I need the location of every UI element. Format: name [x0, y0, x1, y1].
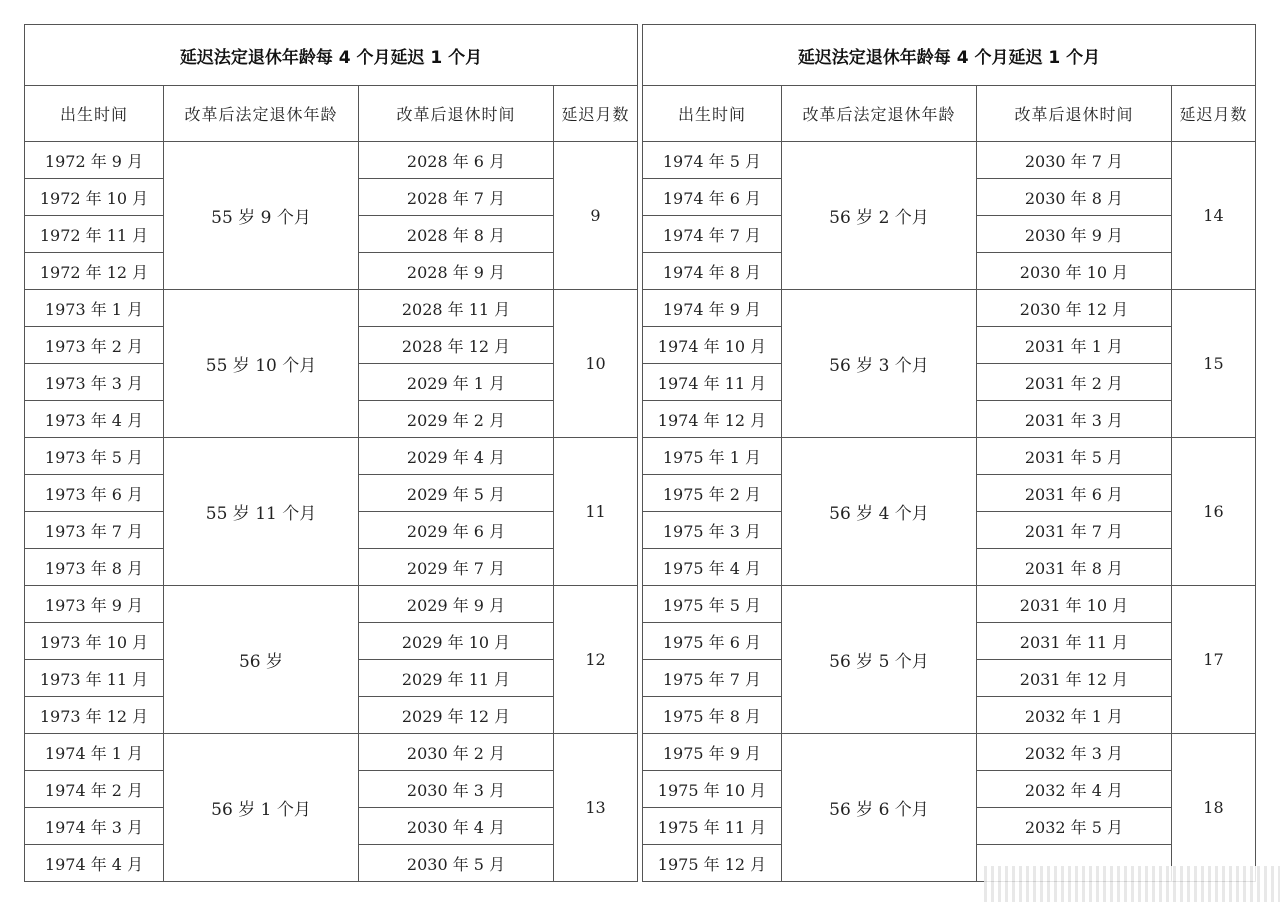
birth-cell: 1973 年 6 月 [25, 475, 164, 512]
birth-cell: 1975 年 5 月 [642, 586, 781, 623]
birth-cell: 1974 年 3 月 [25, 808, 164, 845]
birth-cell: 1975 年 1 月 [642, 438, 781, 475]
birth-cell: 1973 年 3 月 [25, 364, 164, 401]
table-row [25, 290, 638, 327]
retire-cell: 2032 年 4 月 [976, 771, 1171, 808]
table-row [642, 290, 1255, 327]
birth-cell: 1974 年 2 月 [25, 771, 164, 808]
delay-cell: 9 [554, 142, 638, 290]
birth-cell: 1974 年 8 月 [642, 253, 781, 290]
retire-cell: 2032 年 3 月 [976, 734, 1171, 771]
birth-cell: 1973 年 10 月 [25, 623, 164, 660]
retire-cell: 2031 年 11 月 [976, 623, 1171, 660]
table-head [25, 25, 638, 142]
table-title: 延迟法定退休年龄每 4 个月延迟 1 个月 [25, 25, 638, 86]
birth-cell: 1975 年 7 月 [642, 660, 781, 697]
table-row [25, 438, 638, 475]
retire-cell: 2030 年 7 月 [976, 142, 1171, 179]
header-row [25, 86, 638, 142]
header-birth-time: 出生时间 [642, 86, 781, 142]
retirement-age-cell: 56 岁 2 个月 [781, 142, 976, 290]
retirement-age-cell: 55 岁 9 个月 [164, 142, 359, 290]
delay-cell: 14 [1171, 142, 1255, 290]
table-body [642, 142, 1255, 882]
birth-cell: 1974 年 6 月 [642, 179, 781, 216]
retire-cell: 2030 年 9 月 [976, 216, 1171, 253]
retirement-table-left [24, 24, 638, 882]
watermark-overlay [984, 866, 1280, 902]
retire-cell: 2030 年 3 月 [359, 771, 554, 808]
birth-cell: 1975 年 10 月 [642, 771, 781, 808]
retire-cell: 2029 年 10 月 [359, 623, 554, 660]
table-row [642, 438, 1255, 475]
retirement-table-right [642, 24, 1256, 882]
retire-cell: 2031 年 10 月 [976, 586, 1171, 623]
header-retirement-age: 改革后法定退休年龄 [164, 86, 359, 142]
retire-cell: 2028 年 6 月 [359, 142, 554, 179]
retire-cell: 2030 年 12 月 [976, 290, 1171, 327]
retire-cell: 2029 年 11 月 [359, 660, 554, 697]
table-row [642, 734, 1255, 771]
header-delay-months: 延迟月数 [1171, 86, 1255, 142]
retire-cell: 2029 年 7 月 [359, 549, 554, 586]
birth-cell: 1974 年 11 月 [642, 364, 781, 401]
retire-cell: 2030 年 10 月 [976, 253, 1171, 290]
delay-cell: 16 [1171, 438, 1255, 586]
birth-cell: 1975 年 12 月 [642, 845, 781, 882]
table-body [25, 142, 638, 882]
retire-cell: 2029 年 9 月 [359, 586, 554, 623]
table-row [25, 734, 638, 771]
retirement-age-cell: 56 岁 [164, 586, 359, 734]
table-row [25, 142, 638, 179]
birth-cell: 1972 年 10 月 [25, 179, 164, 216]
header-row [642, 86, 1255, 142]
delay-cell: 13 [554, 734, 638, 882]
birth-cell: 1975 年 4 月 [642, 549, 781, 586]
header-birth-time: 出生时间 [25, 86, 164, 142]
birth-cell: 1974 年 9 月 [642, 290, 781, 327]
birth-cell: 1973 年 7 月 [25, 512, 164, 549]
tables-container [24, 24, 1256, 882]
retire-cell: 2029 年 4 月 [359, 438, 554, 475]
retire-cell: 2031 年 5 月 [976, 438, 1171, 475]
birth-cell: 1974 年 5 月 [642, 142, 781, 179]
retire-cell: 2028 年 9 月 [359, 253, 554, 290]
table-row [642, 586, 1255, 623]
retire-cell: 2029 年 6 月 [359, 512, 554, 549]
birth-cell: 1972 年 12 月 [25, 253, 164, 290]
birth-cell: 1973 年 2 月 [25, 327, 164, 364]
delay-cell: 18 [1171, 734, 1255, 882]
retire-cell: 2029 年 5 月 [359, 475, 554, 512]
retirement-age-cell: 56 岁 4 个月 [781, 438, 976, 586]
retire-cell: 2031 年 3 月 [976, 401, 1171, 438]
retirement-age-cell: 56 岁 5 个月 [781, 586, 976, 734]
retire-cell: 2028 年 11 月 [359, 290, 554, 327]
birth-cell: 1975 年 6 月 [642, 623, 781, 660]
retire-cell: 2032 年 5 月 [976, 808, 1171, 845]
retire-cell: 2031 年 12 月 [976, 660, 1171, 697]
retirement-age-cell: 55 岁 10 个月 [164, 290, 359, 438]
birth-cell: 1973 年 1 月 [25, 290, 164, 327]
birth-cell: 1974 年 12 月 [642, 401, 781, 438]
header-retirement-time: 改革后退休时间 [359, 86, 554, 142]
birth-cell: 1975 年 2 月 [642, 475, 781, 512]
birth-cell: 1974 年 4 月 [25, 845, 164, 882]
retire-cell: 2028 年 12 月 [359, 327, 554, 364]
retire-cell: 2029 年 12 月 [359, 697, 554, 734]
table-head [642, 25, 1255, 142]
delay-cell: 17 [1171, 586, 1255, 734]
delay-cell: 12 [554, 586, 638, 734]
retire-cell: 2030 年 8 月 [976, 179, 1171, 216]
retire-cell: 2031 年 2 月 [976, 364, 1171, 401]
header-retirement-age: 改革后法定退休年龄 [781, 86, 976, 142]
birth-cell: 1975 年 11 月 [642, 808, 781, 845]
header-delay-months: 延迟月数 [554, 86, 638, 142]
retirement-age-cell: 56 岁 1 个月 [164, 734, 359, 882]
retire-cell: 2031 年 7 月 [976, 512, 1171, 549]
retire-cell: 2031 年 1 月 [976, 327, 1171, 364]
birth-cell: 1974 年 1 月 [25, 734, 164, 771]
retire-cell: 2031 年 6 月 [976, 475, 1171, 512]
header-retirement-time: 改革后退休时间 [976, 86, 1171, 142]
birth-cell: 1973 年 5 月 [25, 438, 164, 475]
birth-cell: 1974 年 7 月 [642, 216, 781, 253]
title-row [642, 25, 1255, 86]
table-title: 延迟法定退休年龄每 4 个月延迟 1 个月 [642, 25, 1255, 86]
delay-cell: 10 [554, 290, 638, 438]
birth-cell: 1972 年 9 月 [25, 142, 164, 179]
birth-cell: 1974 年 10 月 [642, 327, 781, 364]
retirement-table-page [24, 24, 1256, 885]
birth-cell: 1973 年 8 月 [25, 549, 164, 586]
retire-cell: 2031 年 8 月 [976, 549, 1171, 586]
retire-cell: 2028 年 8 月 [359, 216, 554, 253]
retire-cell: 2029 年 2 月 [359, 401, 554, 438]
birth-cell: 1975 年 3 月 [642, 512, 781, 549]
birth-cell: 1973 年 11 月 [25, 660, 164, 697]
birth-cell: 1973 年 4 月 [25, 401, 164, 438]
birth-cell: 1973 年 9 月 [25, 586, 164, 623]
delay-cell: 11 [554, 438, 638, 586]
retire-cell: 2028 年 7 月 [359, 179, 554, 216]
birth-cell: 1975 年 8 月 [642, 697, 781, 734]
delay-cell: 15 [1171, 290, 1255, 438]
retire-cell: 2030 年 2 月 [359, 734, 554, 771]
retirement-age-cell: 56 岁 3 个月 [781, 290, 976, 438]
birth-cell: 1973 年 12 月 [25, 697, 164, 734]
retirement-age-cell: 56 岁 6 个月 [781, 734, 976, 882]
title-row [25, 25, 638, 86]
retirement-age-cell: 55 岁 11 个月 [164, 438, 359, 586]
table-row [642, 142, 1255, 179]
table-row [25, 586, 638, 623]
birth-cell: 1972 年 11 月 [25, 216, 164, 253]
birth-cell: 1975 年 9 月 [642, 734, 781, 771]
retire-cell: 2029 年 1 月 [359, 364, 554, 401]
retire-cell: 2030 年 5 月 [359, 845, 554, 882]
retire-cell: 2030 年 4 月 [359, 808, 554, 845]
retire-cell: 2032 年 1 月 [976, 697, 1171, 734]
